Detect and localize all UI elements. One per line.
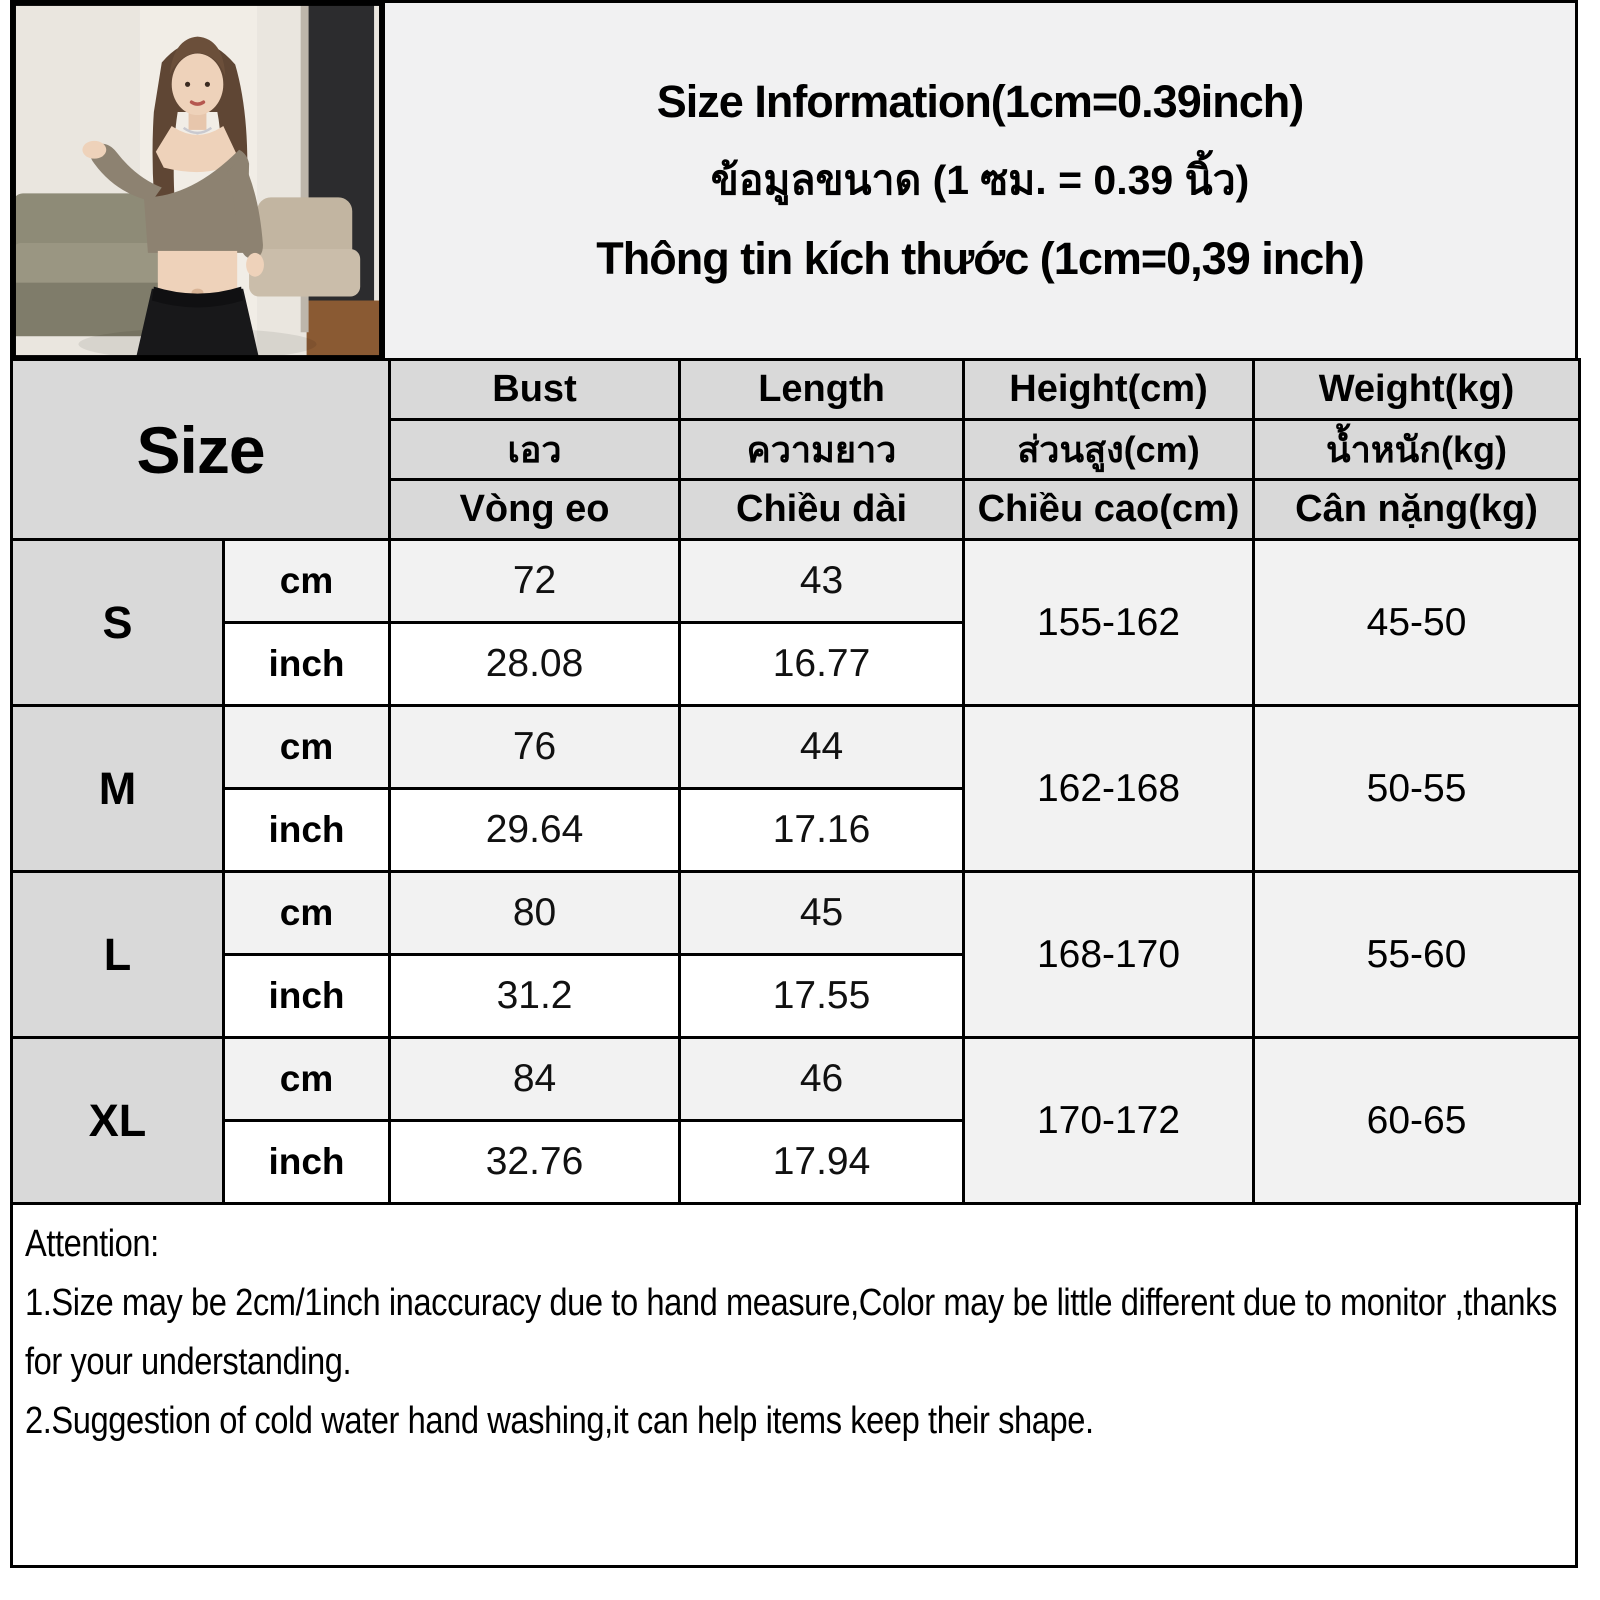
attention-note-1: 1.Size may be 2cm/1inch inaccuracy due to hand measure,Color may be little different due to monitor ,thanks for your understanding. [25,1281,1557,1383]
unit-label-cm: cm [224,872,390,955]
weight-header-th: น้ำหนัก(kg) [1254,420,1580,480]
title-thai: ข้อมูลขนาด (1 ซม. = 0.39 นิ้ว) [710,157,1250,203]
length-header-th: ความยาว [680,420,964,480]
l-bust-cm: 80 [390,872,680,955]
bust-header-en: Bust [390,360,680,420]
size-label-m: M [12,706,224,872]
size-label-xl: XL [12,1038,224,1204]
weight-header-en: Weight(kg) [1254,360,1580,420]
l-bust-inch: 31.2 [390,955,680,1038]
m-length-inch: 17.16 [680,789,964,872]
s-length-inch: 16.77 [680,623,964,706]
xl-bust-cm: 84 [390,1038,680,1121]
attention-heading: Attention: [25,1223,159,1265]
l-height-range: 168-170 [964,872,1254,1038]
unit-label-cm: cm [224,1038,390,1121]
xl-length-cm: 46 [680,1038,964,1121]
bust-header-th: เอว [390,420,680,480]
row-m-cm [12,706,1580,789]
row-s-cm [12,540,1580,623]
m-length-cm: 44 [680,706,964,789]
length-header-vi: Chiều dài [680,480,964,540]
height-header-vi: Chiều cao(cm) [964,480,1254,540]
weight-header-vi: Cân nặng(kg) [1254,480,1580,540]
attention-text [25,1215,1571,1451]
m-weight-range: 50-55 [1254,706,1580,872]
m-bust-inch: 29.64 [390,789,680,872]
unit-label-inch: inch [224,623,390,706]
attention-note-2: 2.Suggestion of cold water hand washing,it can help items keep their shape. [25,1399,1094,1442]
s-bust-cm: 72 [390,540,680,623]
m-bust-cm: 76 [390,706,680,789]
l-length-cm: 45 [680,872,964,955]
size-chart-sheet [10,0,1578,1568]
xl-height-range: 170-172 [964,1038,1254,1204]
s-height-range: 155-162 [964,540,1254,706]
title-vietnamese: Thông tin kích thước (1cm=0,39 inch) [596,233,1364,284]
unit-label-cm: cm [224,540,390,623]
unit-label-cm: cm [224,706,390,789]
title-english: Size Information(1cm=0.39inch) [656,76,1304,127]
xl-length-inch: 17.94 [680,1121,964,1204]
length-header-en: Length [680,360,964,420]
xl-bust-inch: 32.76 [390,1121,680,1204]
height-header-th: ส่วนสูง(cm) [964,420,1254,480]
xl-weight-range: 60-65 [1254,1038,1580,1204]
header-row-english [12,360,1580,420]
product-photo-illustration [13,3,382,358]
product-photo [13,3,385,358]
size-column-header: Size [12,360,390,540]
row-l-cm [12,872,1580,955]
height-header-en: Height(cm) [964,360,1254,420]
header-block [10,0,1578,358]
s-bust-inch: 28.08 [390,623,680,706]
size-table [10,358,1581,1205]
attention-section [10,1205,1578,1568]
row-xl-cm [12,1038,1580,1121]
bust-header-vi: Vòng eo [390,480,680,540]
unit-label-inch: inch [224,955,390,1038]
l-length-inch: 17.55 [680,955,964,1038]
title-block [385,3,1575,358]
size-label-l: L [12,872,224,1038]
m-height-range: 162-168 [964,706,1254,872]
unit-label-inch: inch [224,1121,390,1204]
size-label-s: S [12,540,224,706]
l-weight-range: 55-60 [1254,872,1580,1038]
unit-label-inch: inch [224,789,390,872]
s-length-cm: 43 [680,540,964,623]
s-weight-range: 45-50 [1254,540,1580,706]
